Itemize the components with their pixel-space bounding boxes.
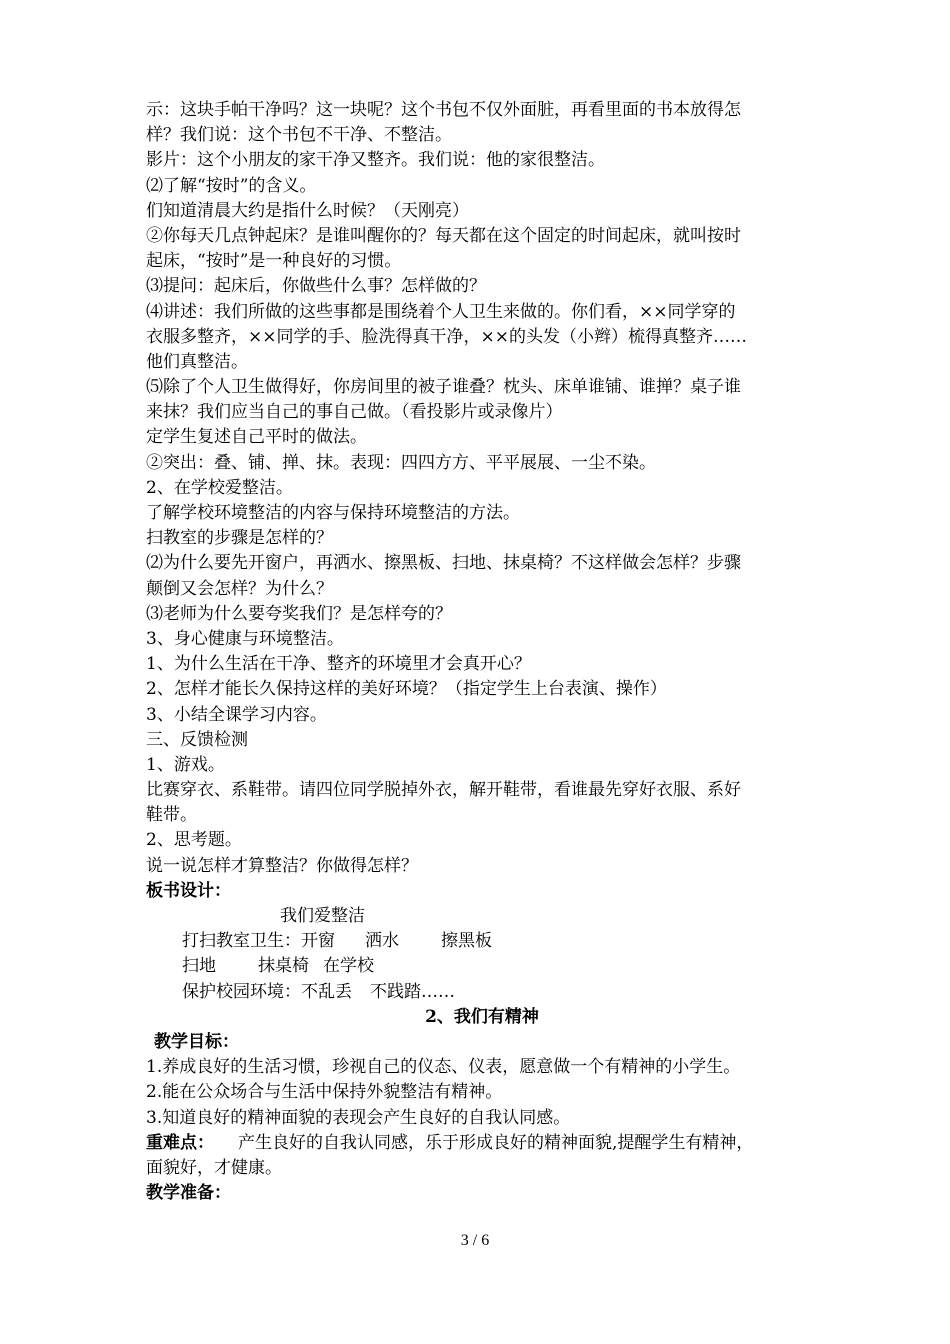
objectives-label: 教学目标：	[154, 1031, 239, 1052]
text-line: ⑶老师为什么要夸奖我们？是怎样夸的？	[146, 603, 452, 624]
text-line: 来抹？我们应当自己的事自己做。（看投影片或录像片）	[146, 402, 563, 423]
board-cell: 不践踏……	[370, 981, 455, 1002]
board-cell: 洒水	[365, 931, 399, 952]
text-line: 3、小结全课学习内容。	[146, 704, 327, 725]
text-line: 2、怎样才能长久保持这样的美好环境？（指定学生上台表演、操作）	[146, 679, 667, 700]
board-cell: 保护校园环境：不乱丢	[182, 981, 352, 1002]
text-line: 2、思考题。	[146, 830, 242, 851]
text-line: 起床，“按时”是一种良好的习惯。	[146, 251, 402, 272]
page-number: 3 / 6	[460, 1232, 490, 1249]
board-cell: 在学校	[323, 956, 374, 977]
section-title: 2、我们有精神	[425, 1006, 539, 1027]
text-line: 比赛穿衣、系鞋带。请四位同学脱掉外衣，解开鞋带，看谁最先穿好衣服、系好	[146, 780, 741, 801]
board-design-label: 板书设计：	[146, 880, 231, 901]
text-line: 鞋带。	[146, 805, 197, 826]
text-line: ②突出：叠、铺、掸、抹。表现：四四方方、平平展展、一尘不染。	[146, 452, 656, 473]
text-line: 1、游戏。	[146, 754, 225, 775]
text-line: 了解学校环境整洁的内容与保持环境整洁的方法。	[146, 503, 520, 523]
text-line: 三、反馈检测	[146, 729, 248, 750]
text-line: 样？我们说：这个书包不干净、不整洁。	[146, 125, 452, 146]
text-line: 1、为什么生活在干净、整齐的环境里才会真开心？	[146, 654, 531, 675]
text-line: ⑵了解“按时”的含义。	[146, 175, 317, 196]
text-line: 影片：这个小朋友的家干净又整齐。我们说：他的家很整洁。	[146, 150, 605, 171]
text-line: ②你每天几点钟起床？是谁叫醒你的？每天都在这个固定的时间起床，就叫按时	[146, 225, 741, 246]
key-points-text: 面貌好，才健康。	[146, 1157, 282, 1178]
text-line: ⑶提问：起床后，你做些什么事？怎样做的？	[146, 276, 486, 297]
text-line: ⑸除了个人卫生做得好，你房间里的被子谁叠？枕头、床单谁铺、谁掸？桌子谁	[146, 377, 741, 398]
board-title: 我们爱整洁	[280, 906, 365, 926]
board-row	[146, 929, 818, 954]
text-line: 示：这块手帕干净吗？这一块呢？这个书包不仅外面脏，再看里面的书本放得怎	[146, 100, 741, 120]
text-line: 他们真整洁。	[146, 351, 248, 372]
objective-item: 1.养成良好的生活习惯，珍视自己的仪态、仪表，愿意做一个有精神的小学生。	[146, 1057, 741, 1078]
objective-item: 2.能在公众场合与生活中保持外貌整洁有精神。	[146, 1082, 503, 1103]
text-line: ⑷讲述：我们所做的这些事都是围绕着个人卫生来做的。你们看，××同学穿的	[146, 301, 736, 322]
text-line: 说一说怎样才算整洁？你做得怎样？	[146, 855, 418, 876]
text-line: 们知道清晨大约是指什么时候？（天刚亮）	[146, 200, 469, 221]
prep-label: 教学准备：	[146, 1183, 231, 1204]
board-row	[146, 954, 818, 979]
text-line: ⑵为什么要先开窗户，再洒水、擦黑板、扫地、抹桌椅？不这样做会怎样？步骤	[146, 553, 741, 574]
text-line: 扫教室的步骤是怎样的？	[146, 528, 333, 549]
board-cell: 打扫教室卫生：开窗	[182, 931, 335, 952]
document-body	[146, 98, 818, 1206]
board-cell: 擦黑板	[441, 931, 492, 952]
text-line: 定学生复述自己平时的做法。	[146, 427, 367, 448]
text-line: 衣服多整齐，××同学的手、脸洗得真干净，××的头发（小辫）梳得真整齐……	[146, 326, 747, 347]
board-cell: 抹桌椅	[258, 956, 309, 977]
board-row	[146, 980, 818, 1005]
objective-item: 3.知道良好的精神面貌的表现会产生良好的自我认同感。	[146, 1107, 571, 1128]
key-points-label: 重难点：	[146, 1132, 214, 1153]
text-line: 3、身心健康与环境整洁。	[146, 628, 344, 649]
key-points-text: 产生良好的自我认同感，乐于形成良好的精神面貌,提醒学生有精神，	[238, 1132, 754, 1153]
text-line: 2、在学校爱整洁。	[146, 477, 293, 498]
board-cell: 扫地	[182, 956, 216, 977]
text-line: 颠倒又会怎样？为什么？	[146, 578, 333, 599]
key-points	[146, 1131, 818, 1156]
